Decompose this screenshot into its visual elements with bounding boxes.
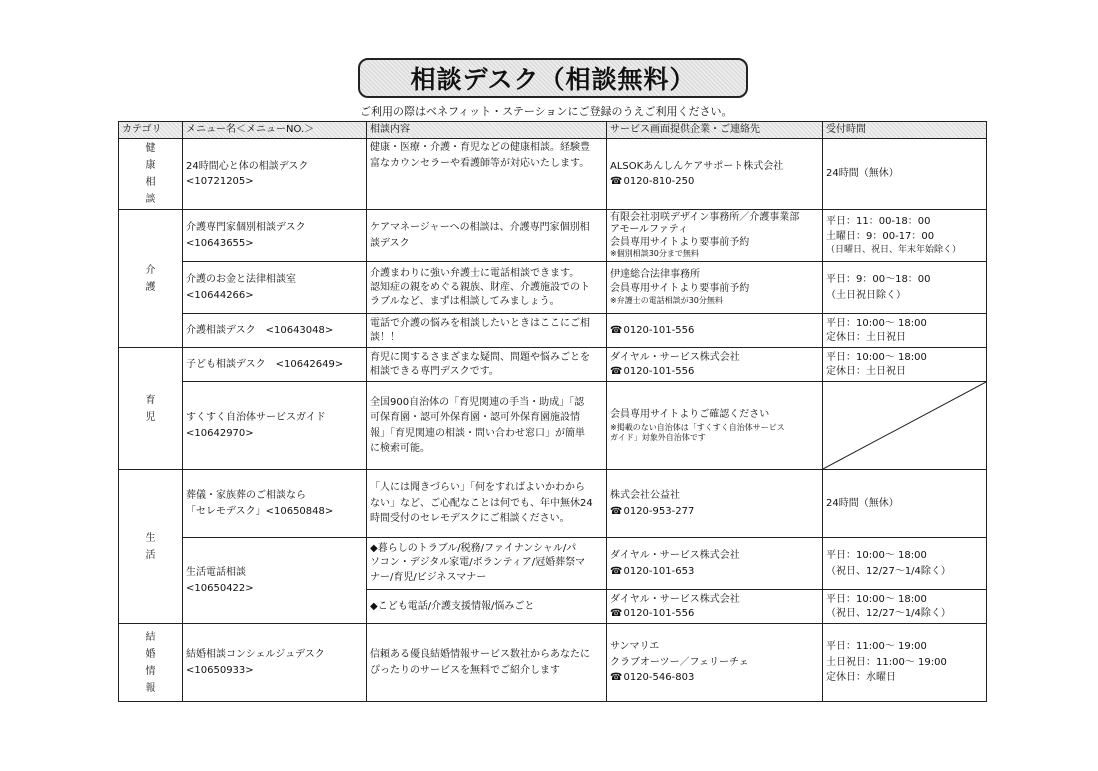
diagonal-strike <box>823 382 986 469</box>
content-cell: 健康・医療・介護・育児などの健康相談。経験豊 富なカウンセラーや看護師等が対応いたします。 <box>367 139 607 210</box>
content-cell: ケアマネージャーへの相談は、介護専門家個別相 談デスク <box>367 210 607 262</box>
provider-cell: ダイヤル・サービス株式会社 ☎0120-101-556 <box>607 348 823 382</box>
table-row <box>119 538 987 590</box>
menu-cell: 葬儀・家族葬のご相談なら 「セレモデスク」<10650848> <box>183 470 367 538</box>
content-cell: 育児に関するさまざまな疑問、問題や悩みごとを 相談できる専門デスクです。 <box>367 348 607 382</box>
content-cell: 介護まわりに強い弁護士に電話相談できます。 認知症の親をめぐる親族、財産、介護施設でのト ラブルなど、まずは相談してみましょう。 <box>367 262 607 314</box>
table-row <box>119 210 987 262</box>
header-provider: サービス画面提供企業・ご連絡先 <box>607 122 823 139</box>
telephone-icon: ☎ <box>610 672 623 684</box>
page-title: 相談デスク（相談無料） <box>410 65 696 94</box>
hours-cell: 平日：10:00～ 18:00 （祝日、12/27～1/4除く） <box>823 590 987 624</box>
page-subtitle: ご利用の際はベネフィット・ステーションにご登録のうえご利用ください。 <box>360 105 733 118</box>
provider-cell: ダイヤル・サービス株式会社 ☎0120-101-653 <box>607 538 823 590</box>
header-category: カテゴリ <box>119 122 183 139</box>
table-row <box>119 348 987 382</box>
menu-cell: 生活電話相談 <10650422> <box>183 538 367 624</box>
menu-cell: 介護専門家個別相談デスク <10643655> <box>183 210 367 262</box>
provider-cell: ダイヤル・サービス株式会社 ☎0120-101-556 <box>607 590 823 624</box>
telephone-icon: ☎ <box>610 176 623 187</box>
content-cell: ◆こども電話/介護支援情報/悩みごと <box>367 590 607 624</box>
hours-cell: 24時間（無休） <box>823 139 987 210</box>
category-health: 健 康 相 談 <box>119 139 183 210</box>
table-row <box>119 262 987 314</box>
category-childcare: 育 児 <box>119 348 183 470</box>
menu-cell: 子ども相談デスク <10642649> <box>183 348 367 382</box>
hours-cell: 平日：10:00～ 18:00 （祝日、12/27～1/4除く） <box>823 538 987 590</box>
telephone-icon: ☎ <box>610 505 623 517</box>
telephone-icon: ☎ <box>610 365 623 377</box>
table-row <box>119 624 987 702</box>
header-menu: メニュー名＜メニューNO.＞ <box>183 122 367 139</box>
content-cell: 「人には聞きづらい」「何をすればよいかわから ない」など、ご心配なことは何でも、年中無休24 時間受付のセレモデスクにご相談ください。 <box>367 470 607 538</box>
telephone-icon: ☎ <box>610 565 623 577</box>
menu-cell: 介護のお金と法律相談室 <10644266> <box>183 262 367 314</box>
content-cell: 全国900自治体の「育児関連の手当・助成」「認 可保育園・認可外保育園・認可外保育園施設情 報」「育児関連の相談・問い合わせ窓口」が簡単 に検索可能。 <box>367 382 607 470</box>
category-life: 生 活 <box>119 470 183 624</box>
menu-cell: 結婚相談コンシェルジュデスク <10650933> <box>183 624 367 702</box>
hours-cell: 平日：11:00～ 19:00 土日祝日：11:00～ 19:00 定休日：水曜日 <box>823 624 987 702</box>
category-marriage: 結 婚 情 報 <box>119 624 183 702</box>
provider-cell: 株式会社公益社 ☎0120-953-277 <box>607 470 823 538</box>
provider-cell: 有限会社羽咲デザイン事務所／介護事業部 アモールファティ 会員専用サイトより要事前予約 ※個別相談30分まで無料 <box>607 210 823 262</box>
hours-cell: 平日：10:00～ 18:00 定休日：土日祝日 <box>823 314 987 348</box>
hours-cell: 平日：11：00-18：00 土曜日：9：00-17：00 （日曜日、祝日、年末年始除く） <box>823 210 987 262</box>
telephone-icon: ☎ <box>610 324 623 336</box>
table-header-row <box>119 122 987 139</box>
telephone-icon: ☎ <box>610 607 623 619</box>
provider-cell: ALSOKあんしんケアサポート株式会社 ☎0120-810-250 <box>607 139 823 210</box>
title-box <box>358 58 748 98</box>
category-care: 介 護 <box>119 210 183 348</box>
provider-cell: サンマリエ クラブオーツー／フェリーチェ ☎0120-546-803 <box>607 624 823 702</box>
table-row <box>119 470 987 538</box>
hours-cell: 24時間（無休） <box>823 470 987 538</box>
hours-cell: 平日：9：00～18：00 （土日祝日除く） <box>823 262 987 314</box>
table-row <box>119 382 987 470</box>
provider-cell: ☎0120-101-556 <box>607 314 823 348</box>
menu-cell: 24時間心と体の相談デスク <10721205> <box>183 139 367 210</box>
hours-cell: 平日：10:00～ 18:00 定休日：土日祝日 <box>823 348 987 382</box>
menu-cell: すくすく自治体サービスガイド <10642970> <box>183 382 367 470</box>
content-cell: 電話で介護の悩みを相談したいときはここにご相 談！！ <box>367 314 607 348</box>
header-content: 相談内容 <box>367 122 607 139</box>
header-hours: 受付時間 <box>823 122 987 139</box>
provider-cell: 会員専用サイトよりご確認ください ※掲載のない自治体は「すくすく自治体サービス ガイド」対象外自治体です <box>607 382 823 470</box>
menu-cell: 介護相談デスク <10643048> <box>183 314 367 348</box>
content-cell: ◆暮らしのトラブル/税務/ファイナンシャル/パ ソコン・デジタル家電/ボランティア/冠婚葬祭マ ナー/育児/ビジネスマナー <box>367 538 607 590</box>
content-cell: 信頼ある優良結婚情報サービス数社からあなたに ぴったりのサービスを無料でご紹介します <box>367 624 607 702</box>
consultation-table <box>118 121 987 702</box>
hours-cell-empty <box>823 382 987 470</box>
table-row <box>119 139 987 210</box>
table-row <box>119 314 987 348</box>
provider-cell: 伊達総合法律事務所 会員専用サイトより要事前予約 ※弁護士の電話相談が30分無料 <box>607 262 823 314</box>
